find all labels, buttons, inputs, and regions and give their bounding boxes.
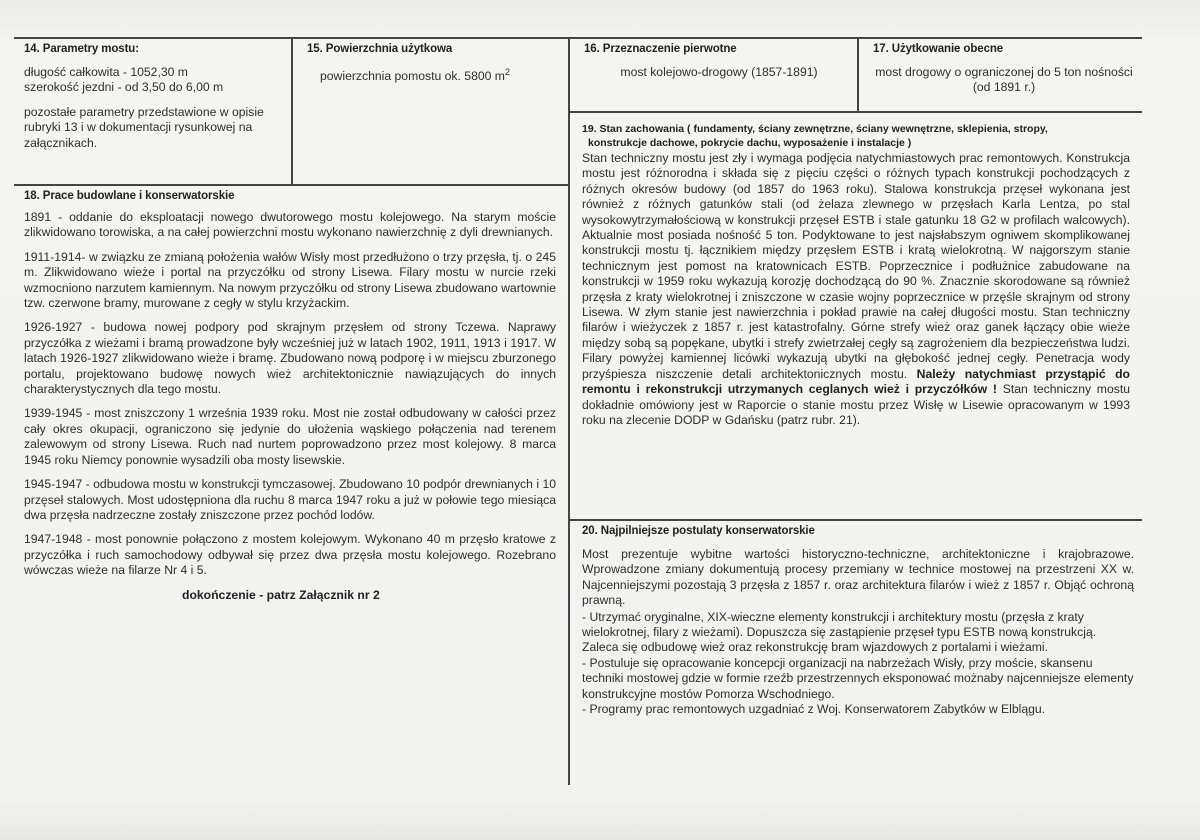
section-15-heading: 15. Powierzchnia użytkowa — [307, 43, 453, 55]
section-19-condition — [582, 122, 1134, 428]
condition-urgent-note: Należy natychmiast przystąpić do remontu i rekonstrukcji utrzymanych ceglanych wież i przyczółków ! — [582, 366, 1130, 397]
form-top-border — [14, 37, 1142, 39]
section-18-construction-works — [24, 190, 556, 603]
divider-main-column — [568, 37, 570, 785]
unit-superscript: 2 — [504, 67, 510, 77]
divider-s19-s20 — [570, 519, 1142, 521]
section-20-heading: 20. Najpilniejsze postulaty konserwatorskie — [582, 525, 815, 537]
history-1947-1948: 1947-1948 - most ponownie połączono z mostem kolejowym. Wykonano 40 m przęsło kratowe z przyczółka i ruch samochodowy odbywał się przez dwa przęsła mostu kolejowego. Rozebrano wówczas wieże na filarze Nr 4 i 5. — [24, 532, 556, 578]
section-16-original-use — [584, 43, 854, 80]
history-1891: 1891 - oddanie do eksploatacji nowego dwutorowego mostu kolejowego. Na starym moście zlikwidowano torowiska, a na całej powierzchni mostu wykonano nawierzchnię z dyli drewnianych. — [24, 210, 556, 240]
history-1945-1947: 1945-1947 - odbudowa mostu w konstrukcji tymczasowej. Zbudowano 10 podpór drewnianych i 10 przęseł stalowych. Most udostępniona dla ruchu 8 marca 1947 roku a już w połowie tego miesiąca dwa przęsła nadrzeczne zostały zniszczone przez pochód lodów. — [24, 477, 556, 522]
history-1939-1945: 1939-1945 - most zniszczony 1 września 1939 roku. Most nie został odbudowany w całości przez cały okres okupacji, ograniczono się jedynie do ułożenia wąskiego połączenia nad terenem zalewowym od strony Lisewa. Ruch nad nurtem poprowadzono przez most kolejowy. 8 marca 1945 roku Niemcy ponownie wysadzili oba mosty lisewskie. — [24, 406, 556, 467]
current-use-text: most drogowy o ograniczonej do 5 ton nośności (od 1891 r.) — [875, 65, 1133, 95]
section-19-heading-line1: 19. Stan zachowania ( fundamenty, ściany zewnętrzne, ściany wewnętrzne, sklepienia, stropy, — [582, 123, 1048, 135]
section-15-usable-area — [307, 43, 563, 84]
total-length: długość całkowita - 1052,30 m — [24, 65, 188, 79]
section-16-heading: 16. Przeznaczenie pierwotne — [584, 43, 737, 55]
deck-area — [307, 65, 563, 84]
section-17-current-use — [873, 43, 1135, 96]
history-1926-1927: 1926-1927 - budowa nowej podpory pod skrajnym przęsłem od strony Tczewa. Naprawy przyczółka z wieżami i bramą prowadzone były wcześniej już w latach 1902, 1911, 1913 i 1917. W latach 1926-1927 zlikwidowano wieże i bramę. Zbudowano nową podporę i w miejscu zburzonego portalu, projektowano budowę nowych wież architektonicznie nawiązujących do innych charakterystycznych dla tego mostu. — [24, 320, 556, 397]
section-14-heading: 14. Parametry mostu: — [24, 43, 139, 55]
divider-s14-s15 — [291, 37, 293, 185]
section-18-heading: 18. Prace budowlane i konserwatorskie — [24, 190, 235, 202]
divider-row1-right — [570, 111, 1142, 113]
postulate-item: - Utrzymać oryginalne, XIX-wieczne elementy konstrukcji i architektury mostu (przęsła z kraty wielokrotnej, filary z wieżami). Dopuszcza się zastąpienie przęseł typu ESTB nową konstrukcją. Zaleca się odbudowę wież oraz rekonstrukcję bram wjazdowych z portalami i wieżami. — [582, 609, 1097, 655]
postulate-item: - Programy prac remontowych uzgadniać z Woj. Konserwatorem Zabytków w Elblągu. — [582, 702, 1046, 717]
section-19-heading-line2: konstrukcje dachowe, pokrycie dachu, wyposażenie i instalacje ) — [588, 137, 912, 149]
continuation-note: dokończenie - patrz Załącznik nr 2 — [182, 587, 380, 602]
divider-s16-s17 — [857, 37, 859, 112]
postulates-intro: Most prezentuje wybitne wartości historyczno-techniczne, architektoniczne i krajobrazowe. Wprowadzone zmiany dokumentują procesy przemiany w technice mostowej na przestrzeni XX w. Najcenniejszymi pozostają 3 przęsła z 1857 r. oraz architektura filarów i wież z 1857 r. Objąć ochroną prawną. — [582, 547, 1134, 608]
other-parameters-note: pozostałe parametry przedstawione w opisie rubryki 13 i w dokumentacji rysunkowej na załącznikach. — [24, 104, 264, 150]
roadway-width: szerokość jezdni - od 3,50 do 6,00 m — [24, 80, 224, 95]
section-14-bridge-parameters — [24, 43, 286, 151]
section-20-conservation-postulates — [582, 525, 1134, 717]
deck-area-text: powierzchnia pomostu ok. 5800 m — [320, 69, 505, 84]
section-17-heading: 17. Użytkowanie obecne — [873, 43, 1004, 55]
history-1911-1914: 1911-1914- w związku ze zmianą położenia wałów Wisły most przedłużono o trzy przęsła, tj. o 245 m. Zlikwidowano wieże i portal na przyczółku od strony Lisewa. Filary mostu w nurcie rzeki wzmocniono narzutem kamiennym. Na nowym przyczółku od strony Lisewa zbudowano wartownie tzw. czerwone bramy, murowane z cegły w stylu krzyżackim. — [24, 249, 556, 311]
original-use-text: most kolejowo-drogowy (1857-1891) — [620, 65, 818, 79]
condition-description — [582, 151, 1130, 428]
condition-text-main: Stan techniczny mostu jest zły i wymaga podjęcia natychmiastowych prac remontowych. Konstrukcja mostu jest różnorodna i składa się z pięciu części o różnych typach konstrukcji pochodzących z różnych okresów budowy (od 1857 do 1963 roku). Stalowa konstrukcja przęseł wykonana jest również z różnych gatunków stali (od żelaza zlewnego w przęsłach Karla Lentza, po stal wysokowytrzymałościową w konstrukcji przęseł ESTB i stale gatunku 18 G2 w profilach walcowych). Aktualnie most posiada nośność 5 ton. Podyktowane to jest najsłabszym ogniwem skomplikowanej konstrukcji mostu tj. łącznikiem między przęsłem ESTB i kratą wielokrotną. W najgorszym stanie technicznym jest pomost na kratownicach ESTB. Poprzecznice i podłużnice zabudowane na konstrukcji w 1959 roku wykazują korozję dochodzącą do 90 %. Znacznie skorodowane są również przęsła z kraty wielokrotnej i zniszczone w czasie wojny poprzecznice w przęśle skrajnym od strony Lisewa. W złym stanie jest nawierzchnia i pokład prawie na całej długości mostu. Stan techniczny filarów i wieżyczek z 1857 r. jest katastrofalny. Górne strefy wież oraz ganek łączący obie wieże między sobą są popękane, ubytki i strefy zwietrzałej cegły są zagrożeniem dla bezpieczeństwa ludzi. Filary powyżej kamiennej licówki wykazują ubytki na głębokość jednej cegły. Penetracja wody przyśpiesza niszczenie detali architektonicznych mostu. — [582, 151, 1130, 381]
condition-report-reference: Stan techniczny mostu dokładnie omówiony jest w Raporcie o stanie mostu przez Wisłę w Lisewie opracowanym w 1993 roku na zlecenie DODP w Gdańsku (patrz rubr. 21). — [582, 382, 1130, 427]
postulate-item: - Postuluje się opracowanie koncepcji organizacji na nabrzeżach Wisły, przy moście, skansenu techniki mostowej gdzie w formie rzeźb przestrzennych eksponować możnaby najcenniejsze elementy konstrukcyjne mostów Pomorza Wschodniego. — [582, 655, 1134, 701]
